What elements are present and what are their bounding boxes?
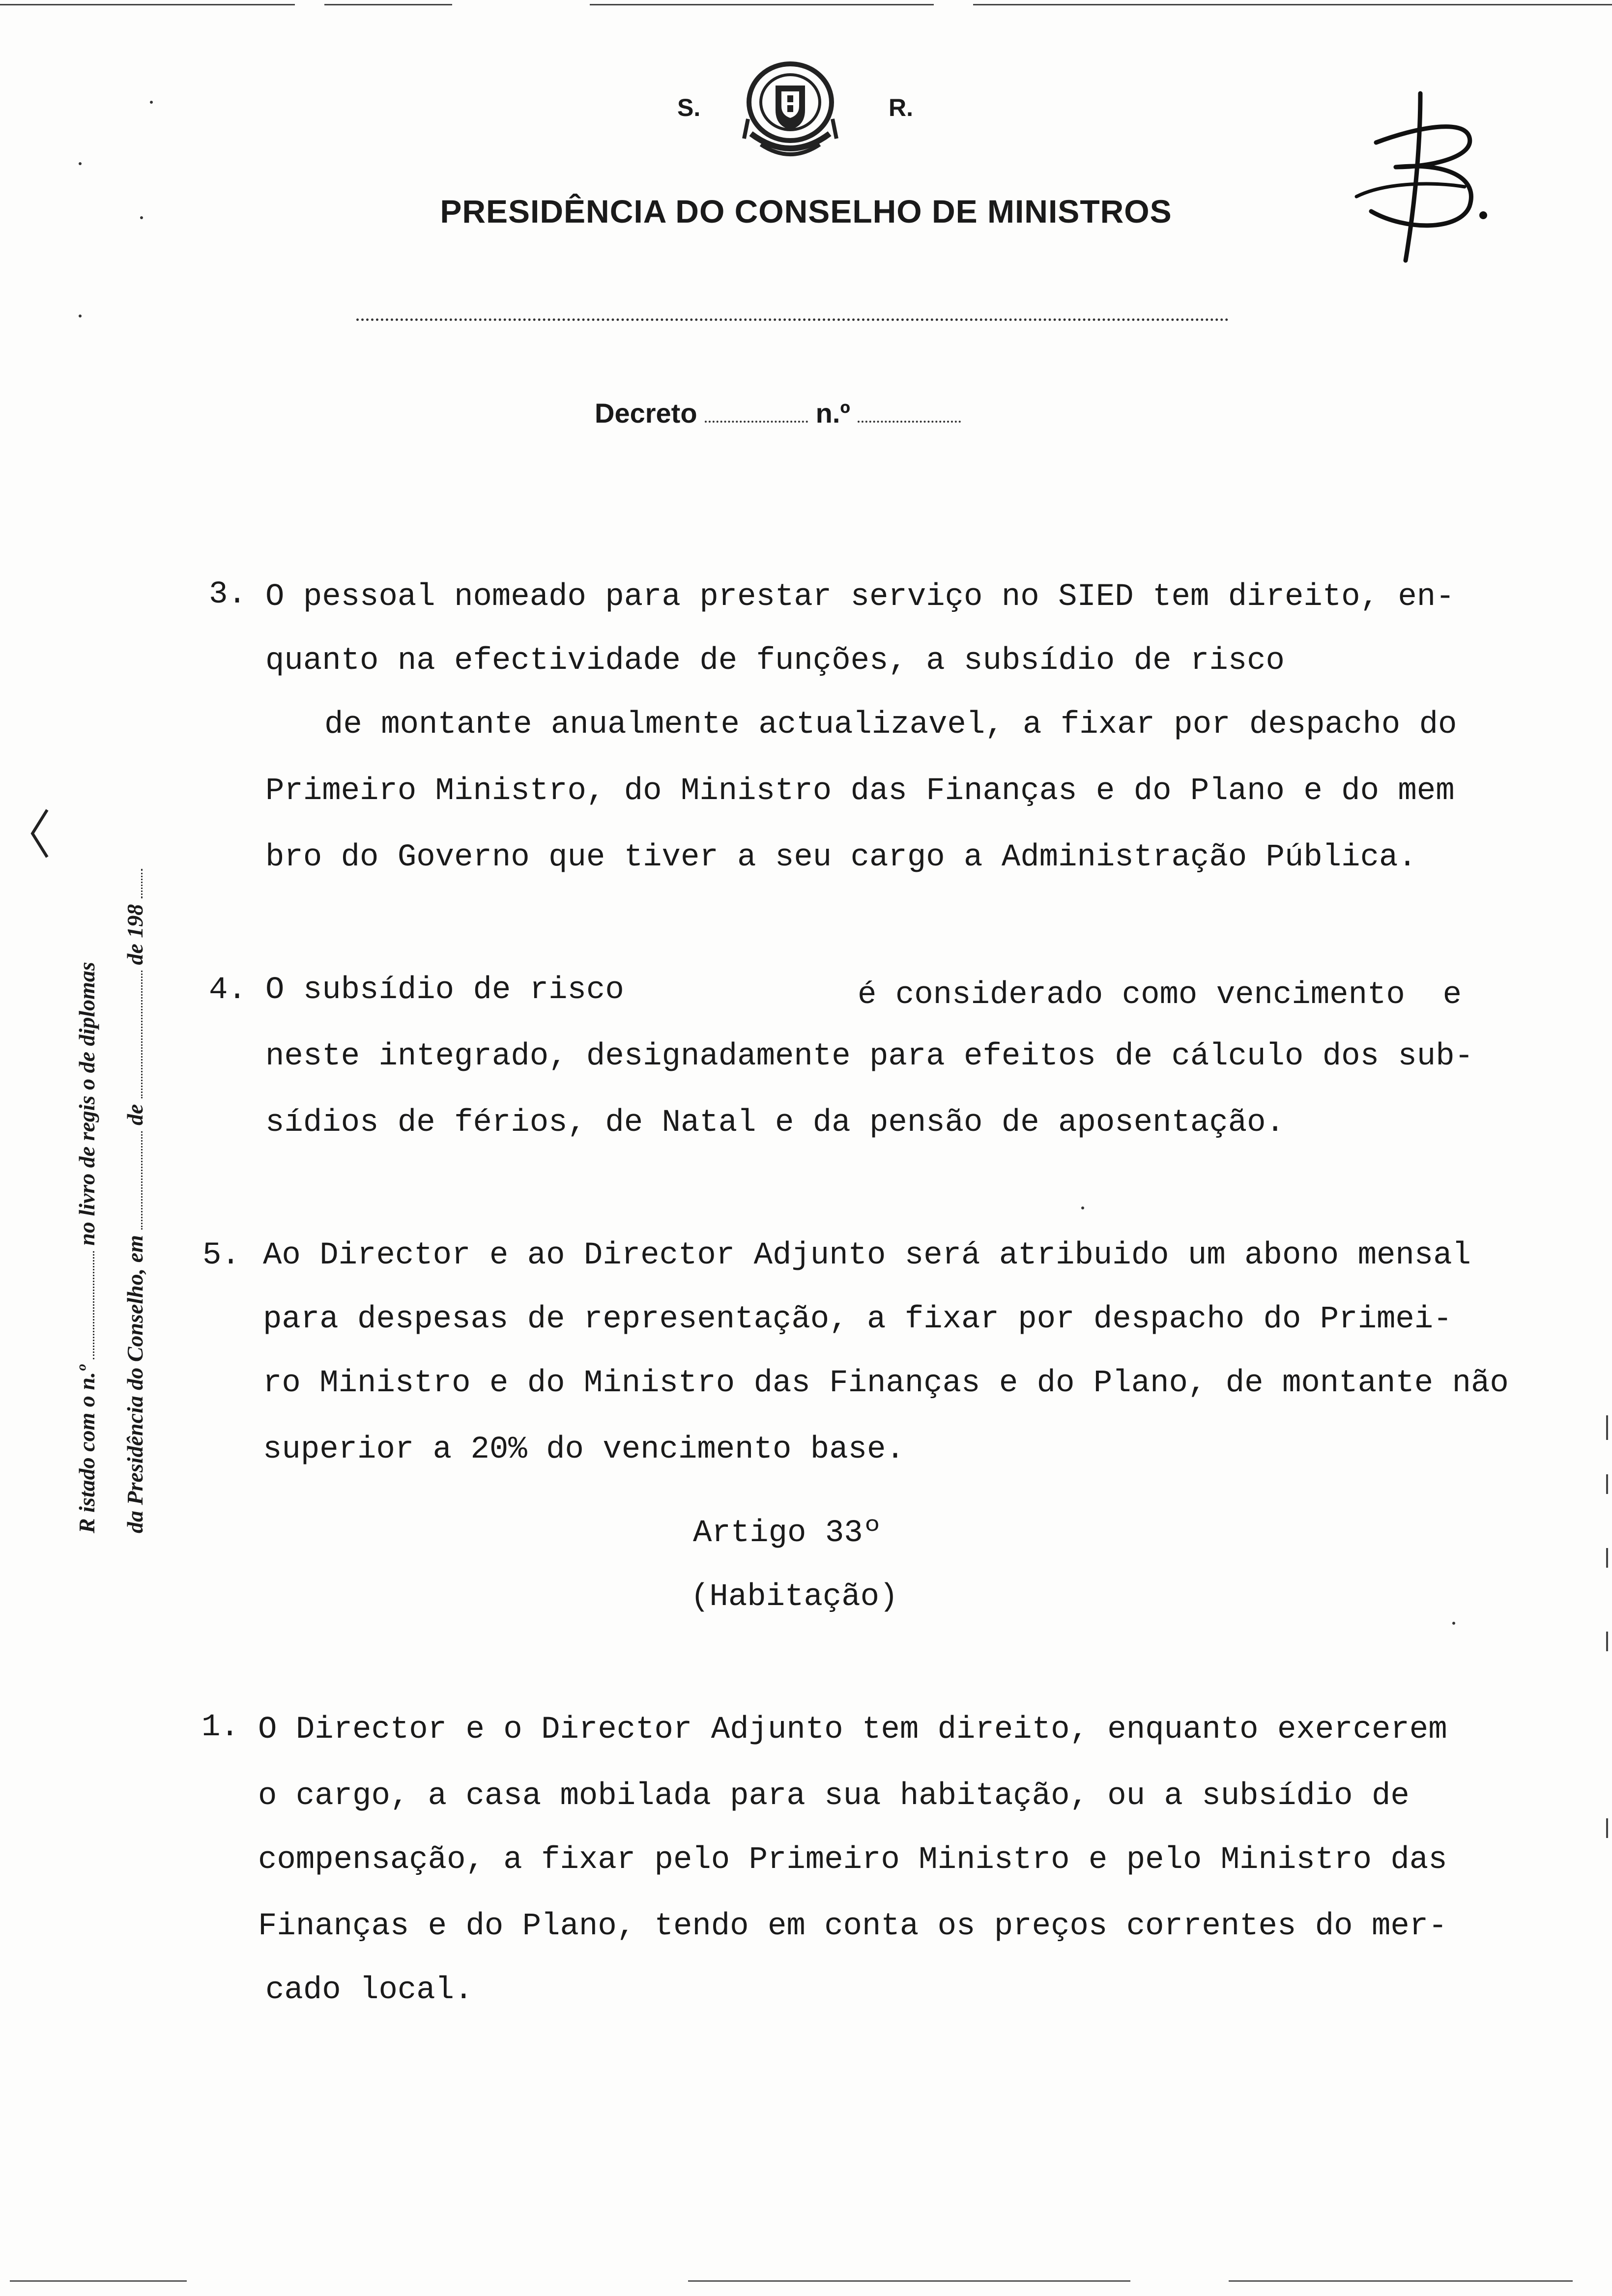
margin-text: o de diplomas (74, 962, 99, 1090)
scan-edge-rule (1229, 2280, 1573, 2282)
article-paragraph-line: cado local. (265, 1973, 473, 2008)
scan-edge-rule (10, 2280, 187, 2282)
paragraph-3-line: Primeiro Ministro, do Ministro das Finanças e do Plano e do mem (265, 774, 1455, 809)
paragraph-number: 3. (209, 577, 247, 612)
paragraph-number: 1. (202, 1710, 239, 1745)
margin-blank (136, 971, 143, 1098)
paragraph-5-line: superior a 20% do vencimento base. (263, 1432, 905, 1467)
paragraph-5-line: para despesas de representação, a fixar por despacho do Primei- (263, 1302, 1452, 1337)
margin-blank (136, 1131, 143, 1230)
header-letter-r: R. (889, 94, 913, 121)
scan-speck (140, 216, 143, 219)
decree-number-blank (858, 417, 961, 423)
decree-number-label: n.º (815, 398, 850, 429)
margin-text: R (74, 1518, 99, 1533)
scan-speck (79, 315, 82, 317)
margin-blank (136, 869, 143, 898)
decree-label: Decreto (595, 398, 697, 429)
paragraph-5-line: Ao Director e ao Director Adjunto será atribuido um abono mensal (263, 1238, 1471, 1273)
scan-edge-rule (590, 4, 934, 5)
scan-edge-mark (1606, 1415, 1608, 1440)
article-paragraph-line: Finanças e do Plano, tendo em conta os preços correntes do mer- (258, 1909, 1447, 1944)
scan-speck (1452, 1622, 1455, 1625)
article-heading: Artigo 33º (693, 1516, 882, 1551)
paragraph-number: 4. (209, 973, 247, 1008)
margin-registration-line-1 (74, 962, 100, 1533)
paragraph-5-line: ro Ministro e do Ministro das Finanças e do Plano, de montante não (263, 1366, 1509, 1401)
margin-blank (88, 1251, 94, 1359)
margin-text: da Presidência do Conselho, em (122, 1235, 147, 1533)
paragraph-3-line: quanto na efectividade de funções, a subsídio de risco (265, 643, 1285, 679)
paragraph-number: 5. (202, 1238, 240, 1273)
scan-speck (79, 162, 82, 165)
scan-edge-mark (1606, 1818, 1608, 1838)
article-subheading: (Habitação) (691, 1579, 898, 1615)
scan-edge-mark (1606, 1548, 1608, 1568)
paragraph-4-line: neste integrado, designadamente para efeitos de cálculo dos sub- (265, 1039, 1473, 1074)
scan-speck (1081, 1206, 1084, 1209)
paragraph-4-line: O subsídio de risco (265, 973, 624, 1008)
margin-text: istado com o n.º (74, 1365, 99, 1513)
coat-of-arms-icon (741, 60, 839, 163)
margin-text: de 198 (122, 904, 147, 965)
scan-edge-rule (0, 4, 295, 5)
header-dotted-line (356, 318, 1229, 321)
decree-line (595, 397, 961, 429)
margin-registration-line-2 (122, 869, 148, 1533)
margin-text: de (122, 1104, 147, 1126)
margin-text: no livro de regis (74, 1095, 99, 1246)
margin-bracket-mark (26, 806, 55, 860)
paragraph-3-line: O pessoal nomeado para prestar serviço no SIED tem direito, en- (265, 579, 1455, 615)
scan-edge-rule (688, 2280, 1130, 2282)
article-paragraph-line: O Director e o Director Adjunto tem direito, enquanto exercerem (258, 1712, 1447, 1748)
decree-blank (705, 417, 808, 423)
paragraph-3-line: de montante anualmente actualizavel, a fixar por despacho do (324, 707, 1457, 743)
handwritten-signature (1347, 84, 1494, 270)
scan-edge-mark (1606, 1474, 1608, 1494)
article-paragraph-line: o cargo, a casa mobilada para sua habitação, ou a subsídio de (258, 1779, 1410, 1814)
scan-edge-mark (1606, 1632, 1608, 1651)
scan-edge-rule (973, 4, 1612, 5)
paragraph-3-line: bro do Governo que tiver a seu cargo a Administração Pública. (265, 840, 1417, 875)
article-paragraph-line: compensação, a fixar pelo Primeiro Ministro e pelo Ministro das (258, 1842, 1447, 1878)
ministry-title: PRESIDÊNCIA DO CONSELHO DE MINISTROS (440, 193, 1172, 230)
scan-edge-rule (324, 4, 452, 5)
paragraph-4-line: é considerado como vencimento e (858, 977, 1462, 1013)
scan-speck (150, 101, 153, 104)
paragraph-4-line: sídios de férios, de Natal e da pensão de aposentação. (265, 1105, 1285, 1141)
header-letter-s: S. (677, 94, 701, 121)
